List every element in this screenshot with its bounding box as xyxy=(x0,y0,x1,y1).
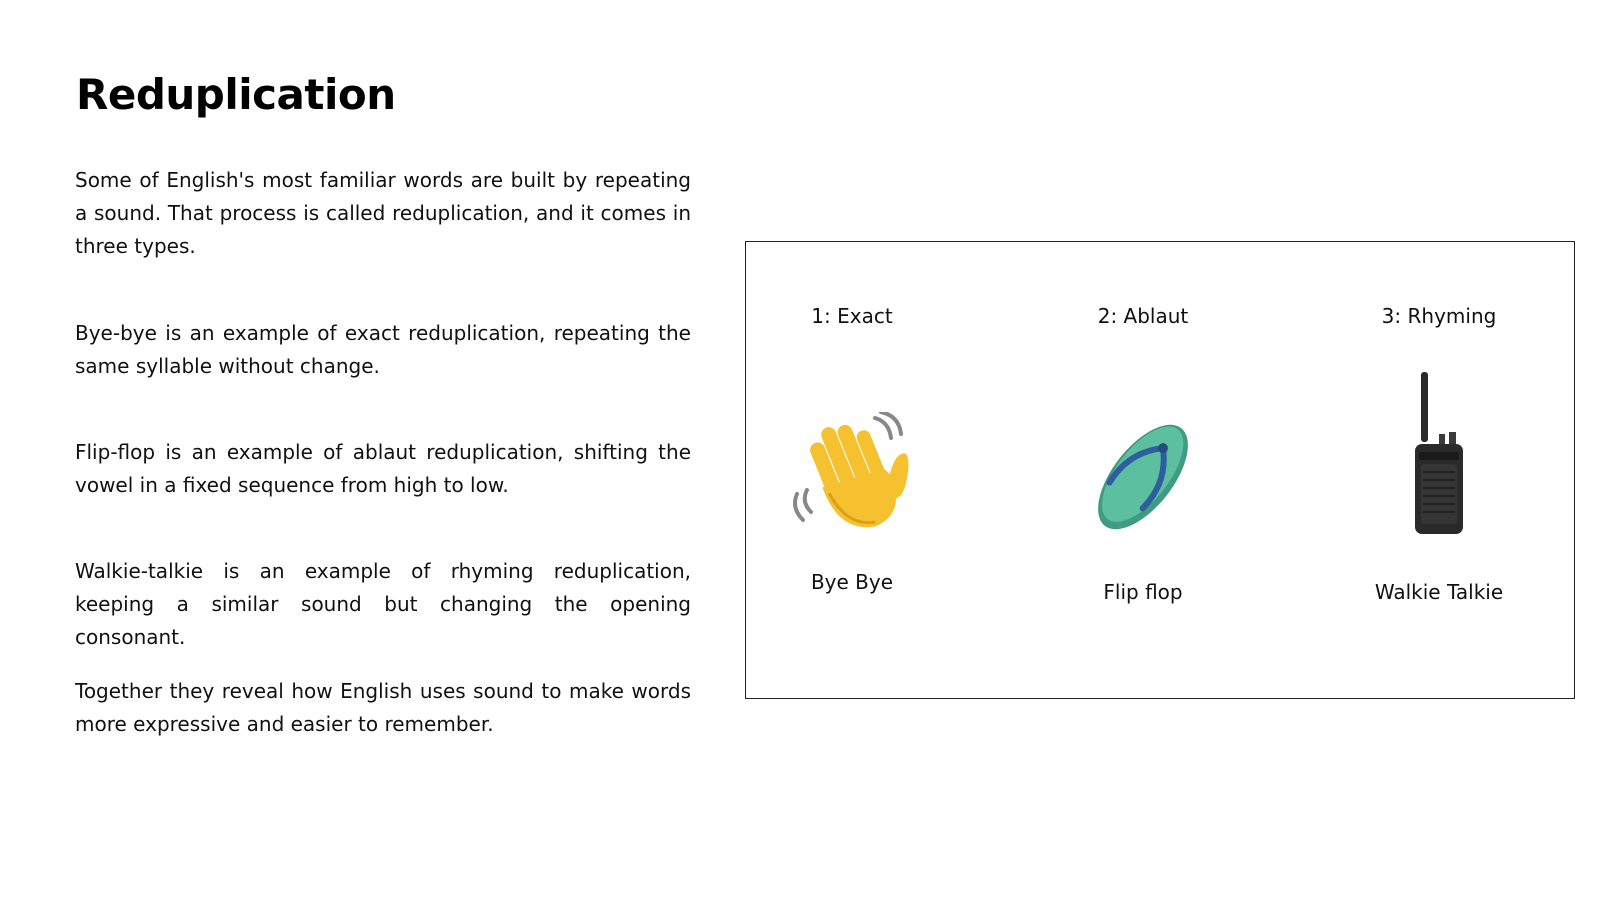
example-label-walkie-talkie: Walkie Talkie xyxy=(1374,580,1504,604)
paragraph-rhyming: Walkie-talkie is an example of rhyming reduplication, keeping a similar sound but changing the opening consonant. xyxy=(75,559,691,649)
paragraph-intro: Some of English's most familiar words are built by repeating a sound. That process is called reduplication, and it comes in three types. xyxy=(75,168,691,258)
walkie-talkie-icon xyxy=(1409,372,1469,541)
paragraph-conclusion: Together they reveal how English uses sound to make words more expressive and easier to remember. xyxy=(75,679,691,736)
example-label-bye-bye: Bye Bye xyxy=(810,570,894,594)
example-label-flip-flop: Flip flop xyxy=(1103,580,1183,604)
paragraph-exact: Bye-bye is an example of exact reduplication, repeating the same syllable without change. xyxy=(75,321,691,378)
flip-flop-sandal-icon xyxy=(1078,420,1208,539)
waving-hand-icon xyxy=(787,412,917,541)
slide-title: Reduplication xyxy=(76,70,396,119)
type-label-ablaut: 2: Ablaut xyxy=(1097,304,1189,328)
type-label-rhyming: 3: Rhyming xyxy=(1381,304,1497,328)
paragraph-ablaut: Flip-flop is an example of ablaut reduplication, shifting the vowel in a fixed sequence from high to low. xyxy=(75,440,691,497)
examples-panel xyxy=(745,241,1575,699)
type-label-exact: 1: Exact xyxy=(811,304,893,328)
